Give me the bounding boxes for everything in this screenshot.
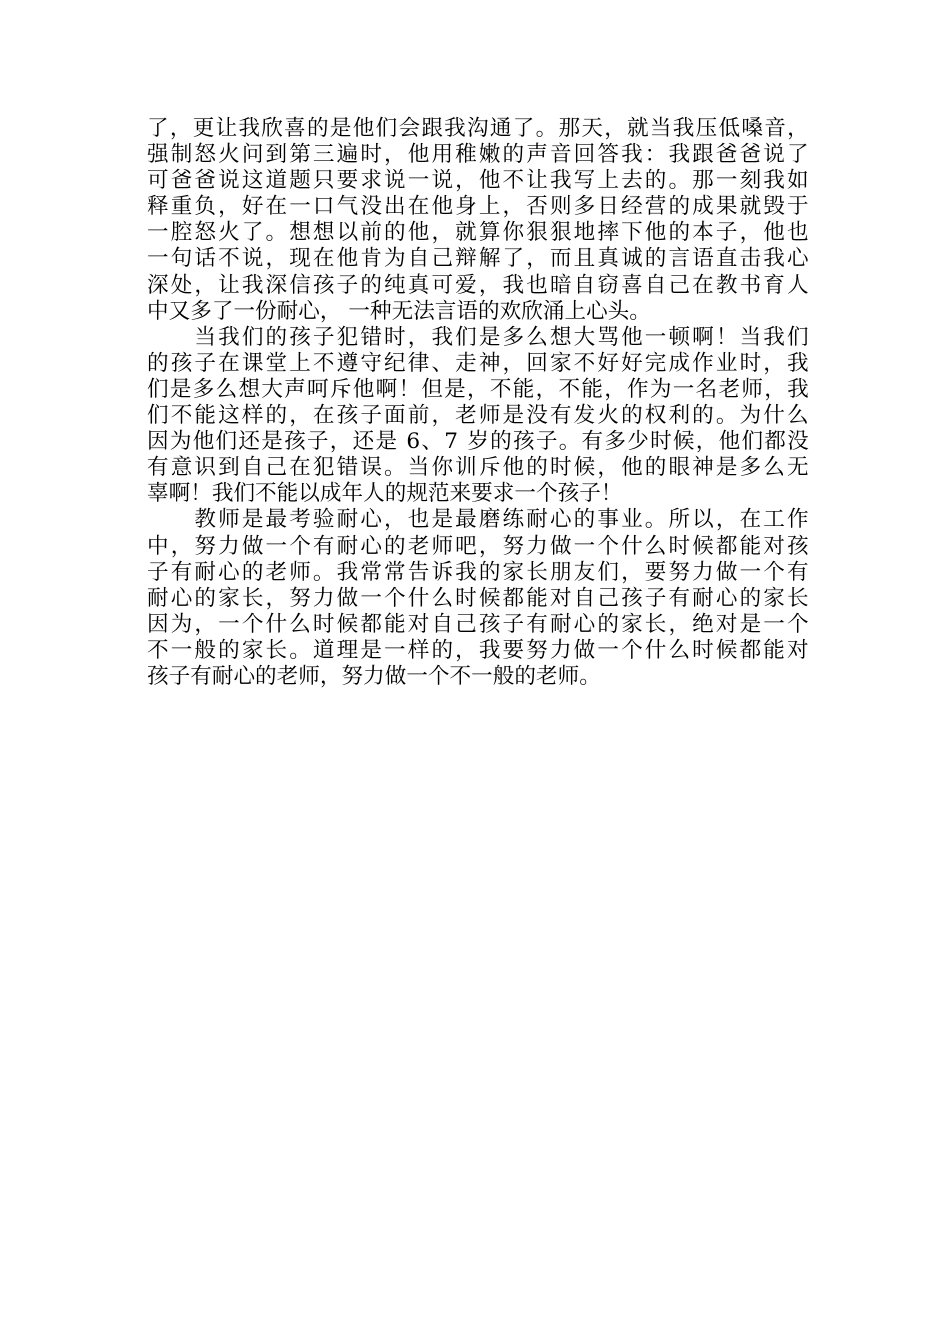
- text-line: 教 师 是 最 考 验 耐 心 ， 也 是 最 磨 练 耐 心 的 事 业 。 所 以 ， 在 工 作: [194, 507, 809, 533]
- text-line: 孩 子 有 耐 心 的 老 师 ， 努 力 做 一 个 不 一 般 的 老 师 。: [147, 663, 601, 689]
- text-line: 当 我 们 的 孩 子 犯 错 时 ， 我 们 是 多 么 想 大 骂 他 一 顿 啊 ！ 当 我 们: [194, 324, 809, 350]
- text-line: 因 为 他 们 还 是 孩 子 ， 还 是 6 、 7 岁 的 孩 子 。 有 多 少 时 候 ， 他 们 都 没: [147, 429, 809, 455]
- text-line: 释 重 负 ， 好 在 一 口 气 没 出 在 他 身 上 ， 否 则 多 日 经 营 的 成 果 就 毁 于: [147, 194, 809, 220]
- text-line: 耐 心 的 家 长 ， 努 力 做 一 个 什 么 时 候 都 能 对 自 己 孩 子 有 耐 心 的 家 长: [147, 585, 809, 611]
- text-line: 们 是 多 么 想 大 声 呵 斥 他 啊 ！ 但 是 ， 不 能 ， 不 能 ， 作 为 一 名 老 师 ， 我: [147, 376, 809, 402]
- text-line: 强 制 怒 火 问 到 第 三 遍 时 ， 他 用 稚 嫩 的 声 音 回 答 我 ： 我 跟 爸 爸 说 了: [147, 142, 809, 168]
- text-line: 子 有 耐 心 的 老 师 。 我 常 常 告 诉 我 的 家 长 朋 友 们 ， 要 努 力 做 一 个 有: [147, 559, 809, 585]
- body-text: [147, 116, 809, 690]
- text-line: 一 句 话 不 说 ， 现 在 他 肯 为 自 己 辩 解 了 ， 而 且 真 诚 的 言 语 直 击 我 心: [147, 246, 809, 272]
- text-line: 不 一 般 的 家 长 。 道 理 是 一 样 的 ， 我 要 努 力 做 一 个 什 么 时 候 都 能 对: [147, 637, 809, 663]
- text-line: 了 ， 更 让 我 欣 喜 的 是 他 们 会 跟 我 沟 通 了 。 那 天 ， 就 当 我 压 低 嗓 音 ，: [147, 116, 809, 141]
- text-line: 们 不 能 这 样 的 ， 在 孩 子 面 前 ， 老 师 是 没 有 发 火 的 权 利 的 。 为 什 么: [147, 403, 809, 429]
- text-line: 的 孩 子 在 课 堂 上 不 遵 守 纪 律 、 走 神 ， 回 家 不 好 好 完 成 作 业 时 ， 我: [147, 350, 809, 376]
- text-line: 因 为 ， 一 个 什 么 时 候 都 能 对 自 己 孩 子 有 耐 心 的 家 长 ， 绝 对 是 一 个: [147, 611, 809, 637]
- text-line: 一 腔 怒 火 了 。 想 想 以 前 的 他 ， 就 算 你 狠 狠 地 摔 下 他 的 本 子 ， 他 也: [147, 220, 809, 246]
- text-line: 中 又 多 了 一 份 耐 心 ， 一 种 无 法 言 语 的 欢 欣 涌 上 心 头 。: [147, 298, 651, 324]
- text-line: 辜 啊 ！ 我 们 不 能 以 成 年 人 的 规 范 来 要 求 一 个 孩 子 ！: [147, 481, 623, 507]
- text-line: 有 意 识 到 自 己 在 犯 错 误 。 当 你 训 斥 他 的 时 候 ， 他 的 眼 神 是 多 么 无: [147, 455, 809, 481]
- text-line: 深 处 ， 让 我 深 信 孩 子 的 纯 真 可 爱 ， 我 也 暗 自 窃 喜 自 己 在 教 书 育 人: [147, 272, 809, 298]
- text-line: 可 爸 爸 说 这 道 题 只 要 求 说 一 说 ， 他 不 让 我 写 上 去 的 。 那 一 刻 我 如: [147, 168, 809, 194]
- text-line: 中 ， 努 力 做 一 个 有 耐 心 的 老 师 吧 ， 努 力 做 一 个 什 么 时 候 都 能 对 孩: [147, 533, 809, 559]
